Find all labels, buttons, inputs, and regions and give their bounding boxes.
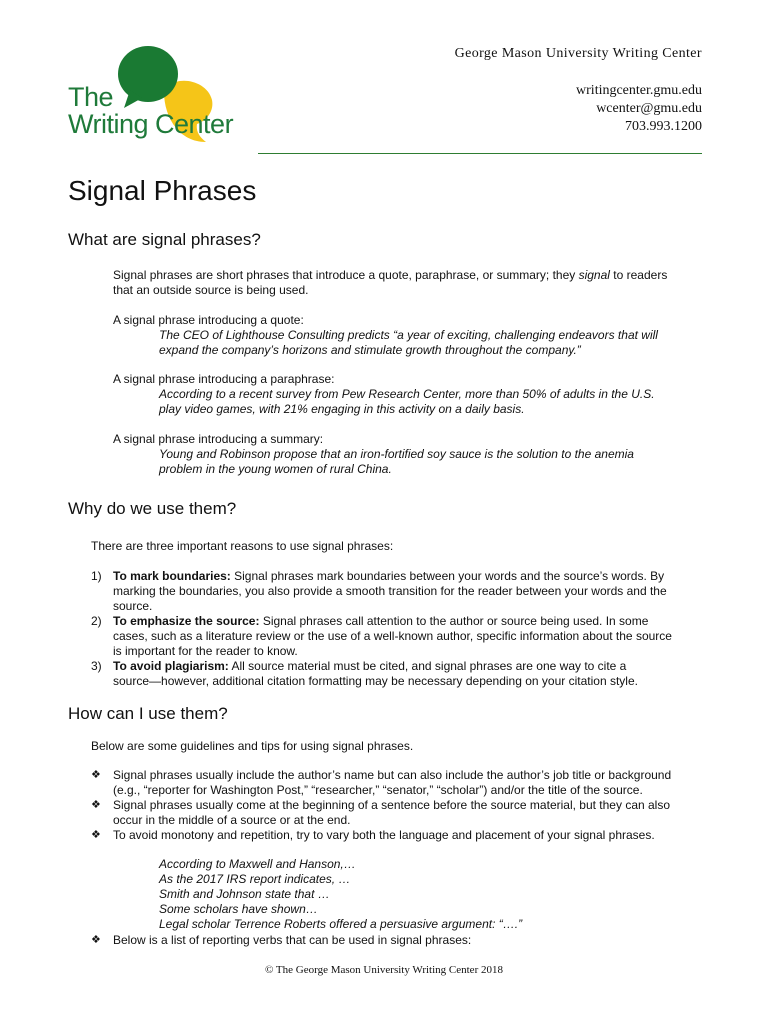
tip-text: Signal phrases usually come at the beginning of a sentence before the source material, but they can also xyxy=(113,798,671,812)
org-name: George Mason University Writing Center xyxy=(454,46,702,61)
example-phrase: Some scholars have shown… xyxy=(159,902,318,916)
intro-text-line2: that an outside source is being used. xyxy=(113,283,309,297)
signal-phrase-examples xyxy=(159,857,522,932)
list-number: 3) xyxy=(91,659,102,673)
section-heading-why: Why do we use them? xyxy=(68,499,237,518)
page-footer: © The George Mason University Writing Center 2018 xyxy=(265,964,503,976)
tip-text: Below is a list of reporting verbs that can be used in signal phrases: xyxy=(113,933,472,947)
reason-text: Signal phrases call attention to the author or source being used. In some xyxy=(259,614,649,628)
tip-text: Signal phrases usually include the author’s name but can also include the author’s job title or background xyxy=(113,768,672,782)
reason-text: Signal phrases mark boundaries between your words and the source’s words. By xyxy=(230,569,665,583)
reason-text: All source material must be cited, and signal phrases are one way to cite a xyxy=(228,659,627,673)
example-text: problem in the young women of rural China. xyxy=(159,462,392,476)
reason-title: To emphasize the source: xyxy=(113,614,260,628)
tips-list xyxy=(91,768,713,843)
reason-title: To avoid plagiarism: xyxy=(113,659,229,673)
intro-text-a: Signal phrases are short phrases that introduce a quote, paraphrase, or summary; they xyxy=(113,268,579,282)
tip-text: occur in the middle of a source or at the end. xyxy=(113,813,351,827)
list-item xyxy=(91,798,713,828)
example-label: A signal phrase introducing a paraphrase: xyxy=(113,372,335,386)
list-item xyxy=(91,569,713,614)
page-title: Signal Phrases xyxy=(68,175,257,206)
writing-center-logo xyxy=(66,44,256,149)
list-item xyxy=(91,614,713,659)
header-divider xyxy=(258,153,702,154)
diamond-bullet-icon: ❖ xyxy=(91,769,101,781)
email-link[interactable]: wcenter@gmu.edu xyxy=(596,101,702,116)
tip-text: To avoid monotony and repetition, try to vary both the language and placement of your signal phrases. xyxy=(113,828,655,842)
example-text: The CEO of Lighthouse Consulting predicts “a year of exciting, challenging endeavors that will xyxy=(159,328,658,342)
example-text: According to a recent survey from Pew Research Center, more than 50% of adults in the U.S. xyxy=(159,387,655,401)
reason-text: source—however, additional citation formatting may be necessary depending on your citation style. xyxy=(113,674,638,688)
logo-word-writing-center: Writing Center xyxy=(68,109,234,139)
list-item xyxy=(91,933,768,948)
list-item xyxy=(91,659,713,689)
list-item xyxy=(91,828,713,843)
diamond-bullet-icon: ❖ xyxy=(91,934,101,946)
example-text: expand the company’s horizons and stimulate growth throughout the company.” xyxy=(159,343,581,357)
section-heading-what: What are signal phrases? xyxy=(68,230,261,249)
reason-text: marking the boundaries, you also provide a smooth transition for the reader between your words and the xyxy=(113,584,667,598)
section-heading-how: How can I use them? xyxy=(68,704,228,723)
website-link[interactable]: writingcenter.gmu.edu xyxy=(576,83,702,98)
intro-text-b: to readers xyxy=(609,268,668,282)
tip-text: (e.g., “reporter for Washington Post,” “researcher,” “senator,” “scholar”) and/or the title of the source. xyxy=(113,783,643,797)
example-phrase: Smith and Johnson state that … xyxy=(159,887,330,901)
reason-text: source. xyxy=(113,599,153,613)
contact-block xyxy=(455,45,702,136)
reasons-list xyxy=(91,569,713,689)
phone-number: 703.993.1200 xyxy=(625,119,702,134)
reason-text: is important for the reader to know. xyxy=(113,644,298,658)
example-phrase: Legal scholar Terrence Roberts offered a persuasive argument: “….” xyxy=(159,917,523,931)
diamond-bullet-icon: ❖ xyxy=(91,799,101,811)
logo-word-the: The xyxy=(68,82,114,112)
diamond-bullet-icon: ❖ xyxy=(91,829,101,841)
example-quote xyxy=(113,313,658,358)
example-phrase: According to Maxwell and Hanson,… xyxy=(159,857,356,871)
tips-intro: Below are some guidelines and tips for using signal phrases. xyxy=(91,739,414,753)
reason-text: cases, such as a literature review or the use of a well-known author, specific information about the source xyxy=(113,629,672,643)
example-paraphrase xyxy=(113,372,655,417)
list-number: 1) xyxy=(91,569,102,583)
reasons-intro: There are three important reasons to use signal phrases: xyxy=(91,539,394,553)
reason-title: To mark boundaries: xyxy=(113,569,231,583)
intro-emphasis: signal xyxy=(578,268,610,282)
example-text: play video games, with 21% engaging in this activity on a daily basis. xyxy=(159,402,525,416)
example-label: A signal phrase introducing a summary: xyxy=(113,432,324,446)
intro-paragraph xyxy=(113,268,667,298)
list-number: 2) xyxy=(91,614,102,628)
example-phrase: As the 2017 IRS report indicates, … xyxy=(159,872,351,886)
list-item xyxy=(91,768,713,798)
example-label: A signal phrase introducing a quote: xyxy=(113,313,304,327)
example-summary xyxy=(113,432,634,477)
example-text: Young and Robinson propose that an iron-fortified soy sauce is the solution to the anemia xyxy=(159,447,634,461)
